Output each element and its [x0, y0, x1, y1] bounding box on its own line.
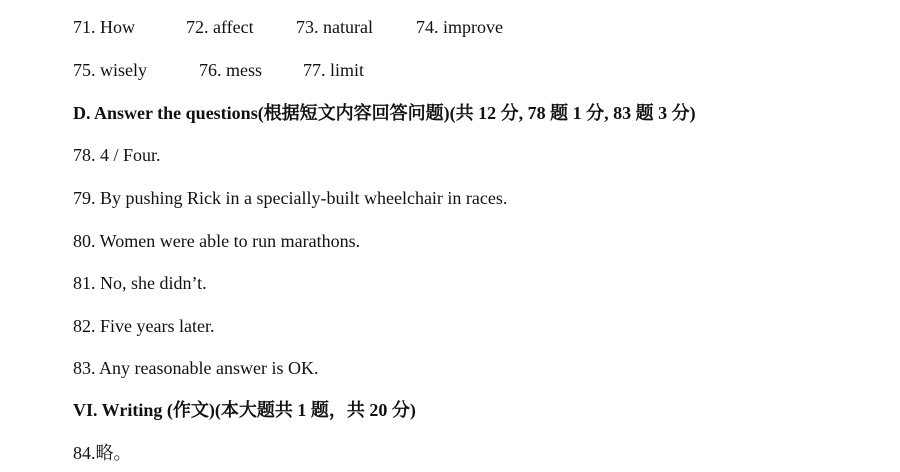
answer-71: 71. How	[73, 17, 135, 37]
answer-75: 75. wisely	[73, 60, 147, 80]
answer-79: 79. By pushing Rick in a specially-built wheelchair in races.	[73, 188, 508, 208]
answer-77: 77. limit	[303, 60, 365, 80]
answer-80: 80. Women were able to run marathons.	[73, 231, 361, 251]
answer-81: 81. No, she didn’t.	[73, 273, 207, 293]
answer-84: 84.略。	[73, 443, 132, 463]
vocab-answers-row-1	[73, 16, 633, 38]
answer-83: 83. Any reasonable answer is OK.	[73, 358, 319, 378]
section-d-heading: D. Answer the questions(根据短文内容回答问题)(共 12 分, 78 题 1 分, 83 题 3 分)	[73, 103, 696, 123]
answer-76: 76. mess	[199, 60, 262, 80]
answer-78: 78. 4 / Four.	[73, 145, 161, 165]
answer-74: 74. improve	[416, 17, 503, 37]
answer-73: 73. natural	[296, 17, 373, 37]
answer-82: 82. Five years later.	[73, 316, 215, 336]
vocab-answers-row-2	[73, 59, 633, 81]
section-vi-heading: VI. Writing (作文)(本大题共 1 题，共 20 分)	[73, 400, 416, 420]
answer-72: 72. affect	[186, 17, 254, 37]
